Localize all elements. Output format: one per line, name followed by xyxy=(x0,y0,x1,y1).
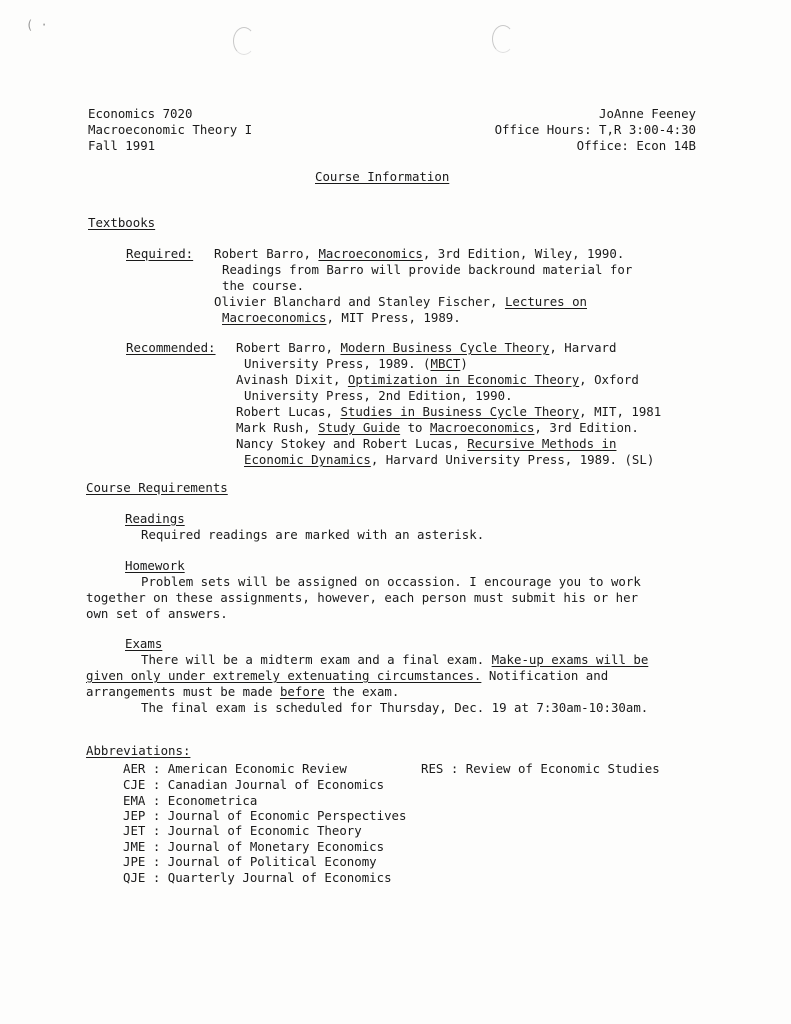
recommended-book-rush: Mark Rush, Study Guide to Macroeconomics, 3rd Edition. xyxy=(236,420,639,435)
required-note-1: Readings from Barro will provide backround material for xyxy=(222,262,633,277)
required-book-barro: Robert Barro, Macroeconomics, 3rd Edition, Wiley, 1990. xyxy=(214,246,625,261)
office-location: Office: Econ 14B xyxy=(576,138,696,153)
exams-line-1: There will be a midterm exam and a final exam. Make-up exams will be xyxy=(141,652,649,667)
abbreviation-item: AER : American Economic Review xyxy=(123,761,347,776)
recommended-book-dixit-2: University Press, 2nd Edition, 1990. xyxy=(244,388,513,403)
required-note-2: the course. xyxy=(222,278,305,293)
punch-hole-left xyxy=(233,27,255,55)
abbreviations-heading: Abbreviations: xyxy=(86,743,191,758)
exams-line-3: arrangements must be made before the exam. xyxy=(86,684,400,699)
textbooks-heading: Textbooks xyxy=(88,215,156,230)
abbreviation-item: JEP : Journal of Economic Perspectives xyxy=(123,808,407,823)
recommended-book-barro-2: University Press, 1989. (MBCT) xyxy=(244,356,468,371)
instructor-name: JoAnne Feeney xyxy=(599,106,696,121)
course-name: Macroeconomic Theory I xyxy=(88,122,253,137)
scan-mark: ( · xyxy=(26,18,48,32)
requirements-heading: Course Requirements xyxy=(86,480,228,495)
readings-text: Required readings are marked with an asterisk. xyxy=(141,527,485,542)
homework-line-2: together on these assignments, however, each person must submit his or her xyxy=(86,590,639,605)
required-book-blanchard: Olivier Blanchard and Stanley Fischer, Lectures on xyxy=(214,294,587,309)
required-label: Required: xyxy=(126,246,194,261)
punch-hole-right xyxy=(492,25,514,53)
abbreviation-item-res: RES : Review of Economic Studies xyxy=(421,761,660,776)
homework-line-3: own set of answers. xyxy=(86,606,228,621)
recommended-book-stokey-2: Economic Dynamics, Harvard University Press, 1989. (SL) xyxy=(244,452,655,467)
abbreviation-item: JET : Journal of Economic Theory xyxy=(123,823,362,838)
document-title: Course Information xyxy=(315,169,450,184)
homework-heading: Homework xyxy=(125,558,185,573)
abbreviation-item: JME : Journal of Monetary Economics xyxy=(123,839,385,854)
abbreviation-item: QJE : Quarterly Journal of Economics xyxy=(123,870,392,885)
readings-heading: Readings xyxy=(125,511,185,526)
abbreviation-item: JPE : Journal of Political Economy xyxy=(123,854,377,869)
abbreviation-item: EMA : Econometrica xyxy=(123,793,258,808)
course-number: Economics 7020 xyxy=(88,106,193,121)
recommended-book-dixit: Avinash Dixit, Optimization in Economic Theory, Oxford xyxy=(236,372,639,387)
exams-line-2: given only under extremely extenuating circumstances. Notification and xyxy=(86,668,609,683)
recommended-book-stokey: Nancy Stokey and Robert Lucas, Recursive Methods in xyxy=(236,436,617,451)
abbreviation-item: CJE : Canadian Journal of Economics xyxy=(123,777,385,792)
exams-line-4: The final exam is scheduled for Thursday, Dec. 19 at 7:30am-10:30am. xyxy=(141,700,649,715)
recommended-book-lucas: Robert Lucas, Studies in Business Cycle Theory, MIT, 1981 xyxy=(236,404,662,419)
office-hours: Office Hours: T,R 3:00-4:30 xyxy=(494,122,696,137)
recommended-label: Recommended: xyxy=(126,340,216,355)
homework-line-1: Problem sets will be assigned on occassion. I encourage you to work xyxy=(141,574,641,589)
exams-heading: Exams xyxy=(125,636,163,651)
term: Fall 1991 xyxy=(88,138,156,153)
required-book-blanchard-2: Macroeconomics, MIT Press, 1989. xyxy=(222,310,461,325)
recommended-book-barro: Robert Barro, Modern Business Cycle Theory, Harvard xyxy=(236,340,617,355)
